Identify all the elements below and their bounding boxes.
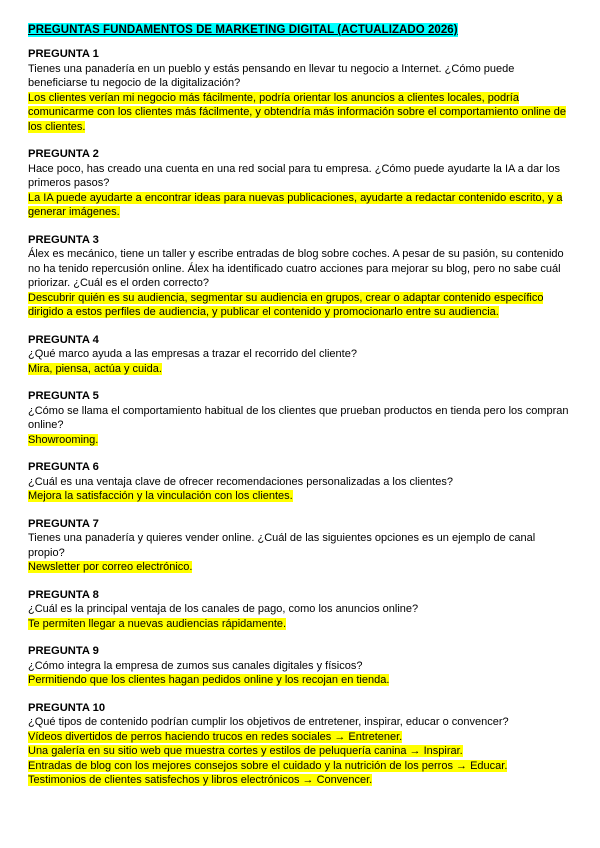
- answer-text: Newsletter por correo electrónico.: [28, 561, 193, 573]
- question-text: ¿Cómo se llama el comportamiento habitual de los clientes que prueban productos en tienda pero los compran online?: [28, 404, 569, 431]
- answer-text: Descubrir quién es su audiencia, segmentar su audiencia en grupos, crear o adaptar contenido específico dirigido a estos perfiles de audiencia, y publicar el contenido y promocionarlo entre su audiencia.: [28, 291, 544, 318]
- answer-text: La IA puede ayudarte a encontrar ideas para nuevas publicaciones, ayudarte a redactar contenido escrito, y a generar imágenes.: [28, 191, 563, 218]
- answer: [28, 730, 572, 788]
- question-text: ¿Qué tipos de contenido podrían cumplir los objetivos de entretener, inspirar, educar o convencer?: [28, 716, 509, 728]
- question-label: PREGUNTA 1: [28, 48, 99, 60]
- question-block: [28, 47, 572, 134]
- answer-text: Te permiten llegar a nuevas audiencias rápidamente.: [28, 617, 287, 630]
- question-text: Tienes una panadería y quieres vender online. ¿Cuál de las siguientes opciones es un ejemplo de canal propio?: [28, 532, 536, 559]
- document-title: PREGUNTAS FUNDAMENTOS DE MARKETING DIGITAL (ACTUALIZADO 2026): [28, 24, 458, 36]
- question-label: PREGUNTA 4: [28, 333, 99, 346]
- answer-text: Entradas de blog con los mejores consejos sobre el cuidado y la nutrición de los perros → Educar.: [28, 759, 508, 772]
- answer-text: Los clientes verían mi negocio más fácilmente, podría orientar los anuncios a clientes locales, podría comunicarme con los clientes más fácilmente, y obtendría más información sobre el comportamiento online de los clientes.: [28, 91, 567, 133]
- question-block: [28, 233, 572, 320]
- question-label: PREGUNTA 9: [28, 645, 99, 657]
- question-text: ¿Qué marco ayuda a las empresas a trazar el recorrido del cliente?: [28, 348, 357, 360]
- answer: [28, 617, 572, 632]
- answer-text: Vídeos divertidos de perros haciendo trucos en redes sociales → Entretener.: [28, 730, 403, 743]
- answer-text: Una galería en su sitio web que muestra cortes y estilos de peluquería canina → Inspirar.: [28, 745, 463, 757]
- question-block: [28, 147, 572, 220]
- question-block: [28, 588, 572, 632]
- question-text: ¿Cómo integra la empresa de zumos sus canales digitales y físicos?: [28, 659, 363, 672]
- answer: [28, 489, 572, 504]
- answer-text: Mejora la satisfacción y la vinculación con los clientes.: [28, 490, 293, 502]
- answer-text: Mira, piensa, actúa y cuida.: [28, 362, 162, 375]
- question-label: PREGUNTA 6: [28, 461, 99, 473]
- answer-text: Testimonios de clientes satisfechos y libros electrónicos → Convencer.: [28, 774, 373, 786]
- question-label: PREGUNTA 5: [28, 390, 99, 402]
- answer: [28, 291, 572, 320]
- question-block: [28, 517, 572, 575]
- question-block: [28, 333, 572, 377]
- question-label: PREGUNTA 7: [28, 517, 99, 530]
- answer: [28, 191, 572, 220]
- question-label: PREGUNTA 3: [28, 233, 99, 246]
- answer: [28, 673, 572, 688]
- question-block: [28, 460, 572, 504]
- question-block: [28, 644, 572, 688]
- answer-text: Showrooming.: [28, 433, 99, 446]
- question-text: Hace poco, has creado una cuenta en una red social para tu empresa. ¿Cómo puede ayudarte la IA a dar los primeros pasos?: [28, 162, 560, 189]
- question-text: ¿Cuál es la principal ventaja de los canales de pago, como los anuncios online?: [28, 603, 419, 615]
- question-block: [28, 389, 572, 447]
- questions-list: [28, 47, 572, 788]
- answer: [28, 362, 572, 377]
- answer: [28, 433, 572, 448]
- question-label: PREGUNTA 2: [28, 148, 99, 160]
- question-block: [28, 701, 572, 788]
- question-label: PREGUNTA 10: [28, 701, 106, 714]
- answer-text: Permitiendo que los clientes hagan pedidos online y los recojan en tienda.: [28, 674, 390, 686]
- question-text: ¿Cuál es una ventaja clave de ofrecer recomendaciones personalizadas a los clientes?: [28, 475, 453, 488]
- answer: [28, 91, 572, 135]
- question-text: Álex es mecánico, tiene un taller y escribe entradas de blog sobre coches. A pesar de su pasión, su contenido no ha tenido repercusión online. Álex ha identificado cuatro acciones para mejorar su blog, pero no sabe cuál priorizar. ¿Cuál es el orden correcto?: [28, 248, 564, 289]
- answer: [28, 560, 572, 575]
- question-text: Tienes una panadería en un pueblo y estás pensando en llevar tu negocio a Internet. ¿Cómo puede beneficiarse tu negocio de la digitalización?: [28, 62, 515, 89]
- question-label: PREGUNTA 8: [28, 588, 99, 601]
